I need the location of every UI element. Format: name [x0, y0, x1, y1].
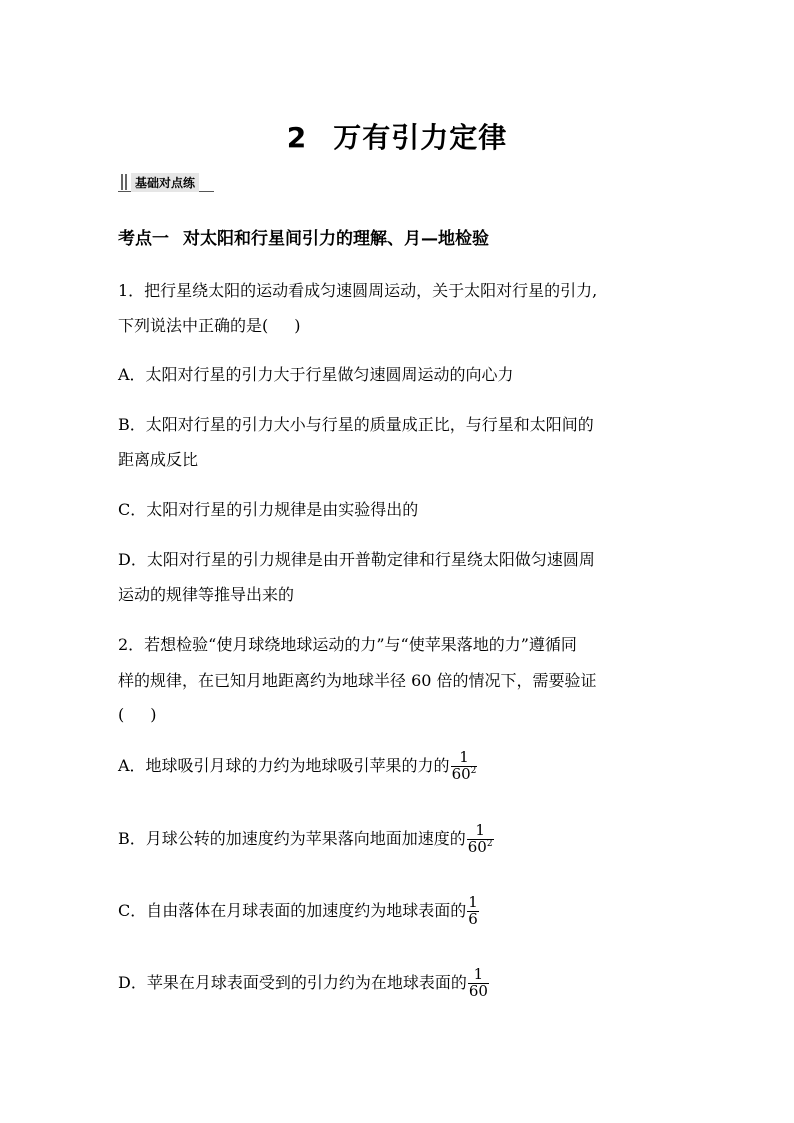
- q2-option-b: [118, 823, 494, 856]
- q1-option-b-line2: 距离成反比: [118, 450, 199, 469]
- q1-option-d-line1: D．太阳对行星的引力规律是由开普勒定律和行星绕太阳做匀速圆周: [118, 550, 595, 569]
- q2-option-c-text: C．自由落体在月球表面的加速度约为地球表面的: [118, 900, 467, 920]
- q2-paren-close: ): [150, 705, 157, 724]
- q1-stem-line2: [118, 313, 301, 336]
- chapter-number: 2: [286, 121, 308, 154]
- q2-stem-line3: [118, 705, 157, 724]
- section-text: 对太阳和行星间引力的理解、月—地检验: [183, 229, 489, 249]
- q1-stem-close: ): [294, 316, 301, 335]
- fraction-numerator: 1: [451, 750, 478, 767]
- q1-stem-line1: 1．把行星绕太阳的运动看成匀速圆周运动，关于太阳对行星的引力,: [118, 281, 598, 300]
- fraction-denominator: 60: [468, 981, 488, 1000]
- q2-option-d-fraction: [468, 967, 489, 1000]
- q1-option-c: C．太阳对行星的引力规律是由实验得出的: [118, 500, 419, 519]
- section-label: 考点一: [118, 229, 169, 249]
- fraction-numerator: 1: [467, 823, 494, 840]
- chapter-title: 万有引力定律: [333, 121, 508, 154]
- q2-stem-line1: 2．若想检验“使月球绕地球运动的力”与“使苹果落地的力”遵循同: [118, 635, 577, 654]
- fraction-numerator: 1: [468, 967, 489, 984]
- q2-option-c: [118, 895, 479, 928]
- q2-option-d: [118, 967, 489, 1000]
- q2-option-a: [118, 750, 477, 783]
- fraction-denominator: $60^2$: [467, 837, 493, 856]
- q2-paren-open: (: [118, 705, 125, 724]
- section-badge: [118, 173, 214, 192]
- q2-option-c-fraction: [467, 895, 479, 928]
- fraction-denominator: $60^2$: [451, 764, 477, 783]
- fraction-numerator: 1: [468, 893, 478, 911]
- q2-option-a-text: A．地球吸引月球的力约为地球吸引苹果的力的: [118, 755, 450, 775]
- q2-option-b-fraction: [467, 823, 494, 856]
- badge-label: 基础对点练: [131, 173, 199, 192]
- fraction-denominator: 6: [468, 909, 478, 928]
- q1-stem-text: 下列说法中正确的是(: [118, 316, 269, 335]
- q1-option-b-line1: B．太阳对行星的引力大小与行星的质量成正比，与行星和太阳间的: [118, 415, 594, 434]
- q2-stem-line2: 样的规律，在已知月地距离约为地球半径 60 倍的情况下，需要验证: [118, 671, 597, 690]
- q2-option-b-text: B．月球公转的加速度约为苹果落向地面加速度的: [118, 828, 466, 848]
- page-title: [0, 116, 794, 156]
- q2-option-d-text: D．苹果在月球表面受到的引力约为在地球表面的: [118, 972, 467, 992]
- q1-option-a: A．太阳对行星的引力大于行星做匀速圆周运动的向心力: [118, 365, 514, 384]
- q1-option-d-line2: 运动的规律等推导出来的: [118, 585, 295, 604]
- section-heading: [118, 224, 489, 249]
- badge-bars-icon: [121, 174, 127, 190]
- q2-option-a-fraction: [451, 750, 478, 783]
